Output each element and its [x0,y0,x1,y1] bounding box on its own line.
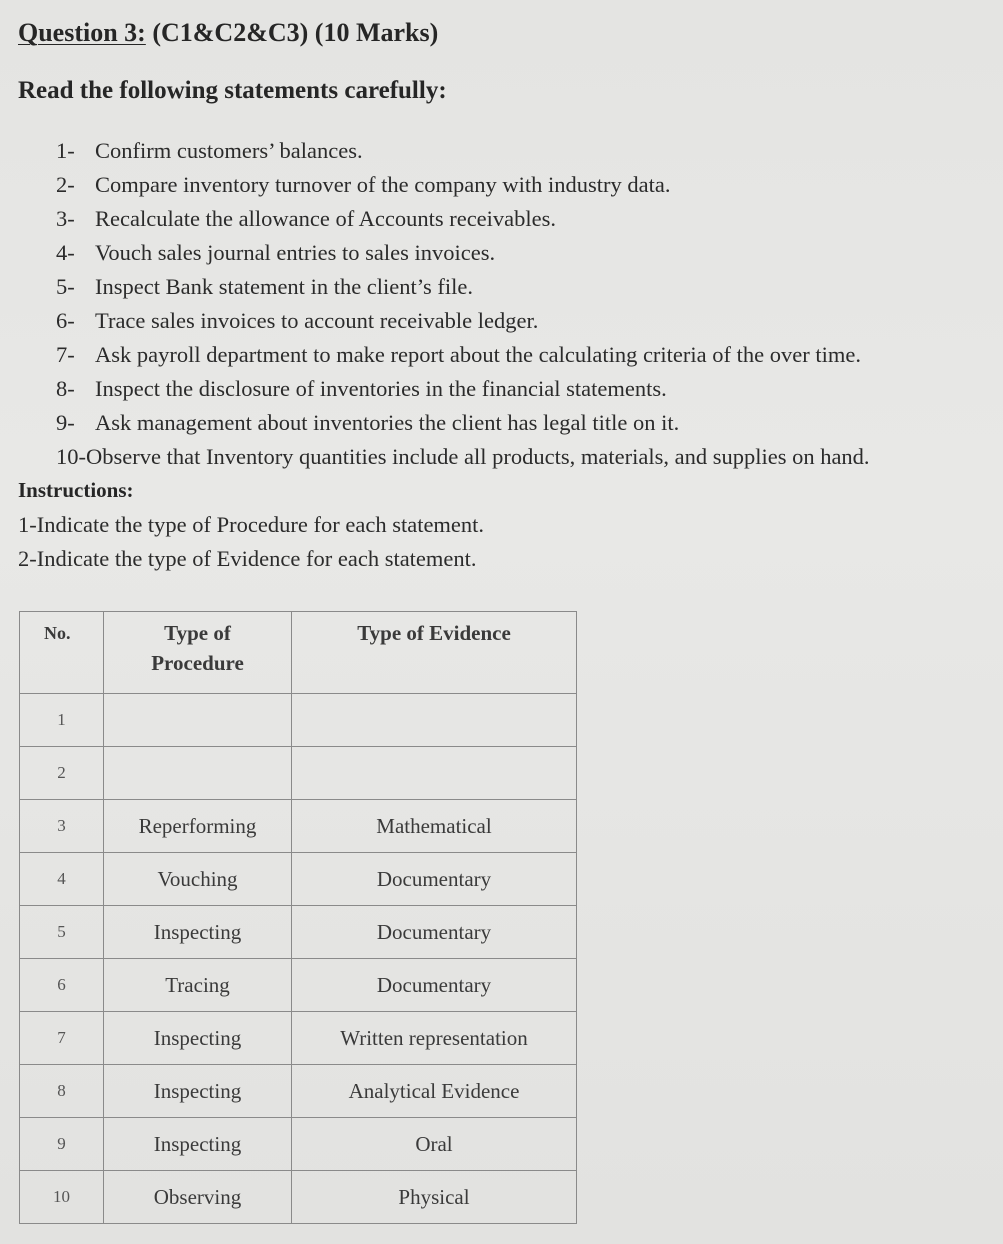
cell-no: 9 [20,1118,104,1171]
header-no: No. [20,612,104,694]
cell-procedure: Observing [104,1171,292,1224]
statement-number: 1- [56,138,75,163]
evidence-table [19,611,577,1224]
statement-item [56,272,870,306]
statement-text: Inspect the disclosure of inventories in the financial statements. [95,376,667,401]
table-row [20,1065,577,1118]
cell-no: 6 [20,959,104,1012]
table-row [20,1012,577,1065]
statement-number: 3- [56,206,75,231]
cell-no: 3 [20,800,104,853]
cell-evidence [292,747,577,800]
statement-number: 7- [56,342,75,367]
statement-text: Inspect Bank statement in the client’s file. [95,274,474,299]
cell-evidence: Oral [292,1118,577,1171]
question-title [18,18,438,48]
table-header-row [20,612,577,694]
cell-evidence: Documentary [292,853,577,906]
table-row [20,1171,577,1224]
cell-no: 1 [20,694,104,747]
statement-number: 8- [56,376,75,401]
cell-procedure: Tracing [104,959,292,1012]
header-procedure [104,612,292,694]
table-row [20,694,577,747]
cell-procedure [104,747,292,800]
statement-number: 10- [56,444,86,469]
statement-number: 6- [56,308,75,333]
cell-evidence [292,694,577,747]
statement-text: Recalculate the allowance of Accounts receivables. [95,206,557,231]
table-row [20,1118,577,1171]
statement-item [56,442,870,476]
table-row [20,747,577,800]
statement-item [56,374,870,408]
statement-item [56,340,870,374]
table-row [20,906,577,959]
header-procedure-label: Type of Procedure [151,621,244,675]
cell-evidence: Analytical Evidence [292,1065,577,1118]
instruction-item: 1-Indicate the type of Procedure for each statement. [18,512,485,537]
cell-procedure: Reperforming [104,800,292,853]
instruction-item: 2-Indicate the type of Evidence for each statement. [18,546,477,571]
cell-procedure: Inspecting [104,1065,292,1118]
cell-evidence: Documentary [292,906,577,959]
statements-list [56,136,870,476]
question-detail: (C1&C2&C3) (10 Marks) [152,18,439,47]
cell-evidence: Written representation [292,1012,577,1065]
cell-no: 10 [20,1171,104,1224]
statement-text: Ask payroll department to make report about the calculating criteria of the over time. [95,342,861,367]
cell-procedure: Vouching [104,853,292,906]
cell-evidence: Physical [292,1171,577,1224]
statement-text: Ask management about inventories the client has legal title on it. [95,410,680,435]
cell-no: 2 [20,747,104,800]
statement-number: 5- [56,274,75,299]
statement-text: Vouch sales journal entries to sales invoices. [95,240,496,265]
header-evidence: Type of Evidence [292,612,577,694]
statement-text: Compare inventory turnover of the company with industry data. [95,172,671,197]
statement-item [56,204,870,238]
cell-procedure [104,694,292,747]
instructions-list [18,510,484,578]
statement-text: Observe that Inventory quantities include all products, materials, and supplies on hand. [86,444,870,469]
read-title: Read the following statements carefully: [18,77,447,104]
statement-text: Trace sales invoices to account receivable ledger. [95,308,539,333]
instructions-title: Instructions: [18,478,134,502]
cell-evidence: Documentary [292,959,577,1012]
statement-number: 9- [56,410,75,435]
cell-no: 4 [20,853,104,906]
table-row [20,800,577,853]
statement-item [56,306,870,340]
statement-item [56,238,870,272]
cell-no: 7 [20,1012,104,1065]
cell-evidence: Mathematical [292,800,577,853]
table-row [20,959,577,1012]
statement-item [56,408,870,442]
cell-procedure: Inspecting [104,1012,292,1065]
table-row [20,853,577,906]
cell-no: 5 [20,906,104,959]
statement-number: 4- [56,240,75,265]
statement-text: Confirm customers’ balances. [95,138,363,163]
statement-item [56,170,870,204]
cell-procedure: Inspecting [104,1118,292,1171]
statement-item [56,136,870,170]
statement-number: 2- [56,172,75,197]
question-label: Question 3: [18,18,146,47]
cell-no: 8 [20,1065,104,1118]
cell-procedure: Inspecting [104,906,292,959]
